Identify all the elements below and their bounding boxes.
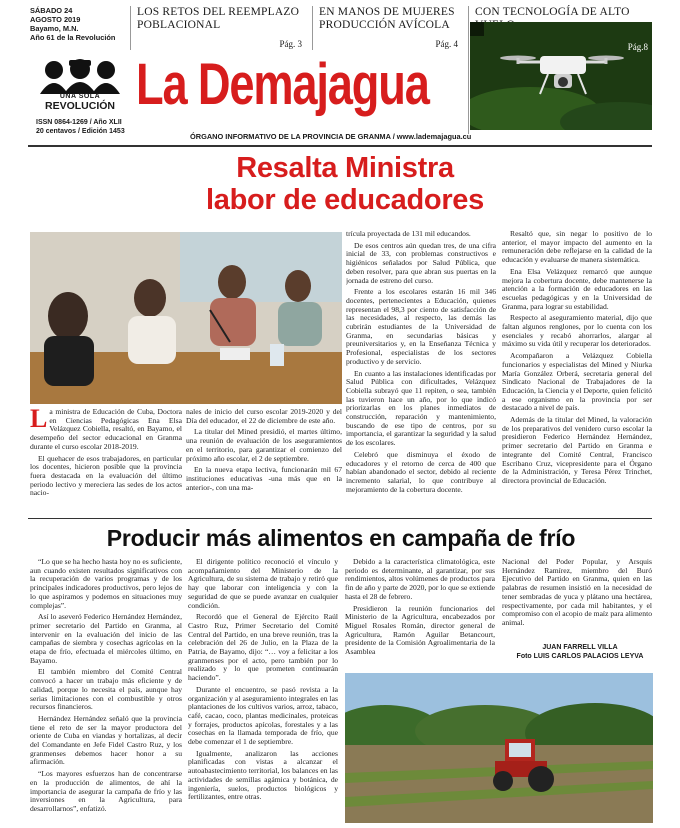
teaser-title: LOS RETOS DEL REEMPLAZO POBLACIONAL bbox=[137, 6, 300, 31]
dropcap: L bbox=[30, 408, 48, 433]
drone-photo bbox=[470, 22, 652, 130]
paragraph: Nacional del Poder Popular, y Arsquis Hernández Ramírez, miembro del Buró Ejecutivo del Partido en Granma, quien en las palabras de resumen insistió en la necesidad de tener sembradas de yuca y plátano una hectárea, respectivamente, por cada mil habitantes, y el compromiso con el acopio de maíz para alimento animal. bbox=[502, 558, 652, 627]
paragraph: Presidieron la reunión funcionarios del Ministerio de la Agricultura, encabezados por Miguel Rosales Román, director general de Agricultura, Ramón Aguilar Betancourt, presidente de la Comisión Agroalimentaria de la Asamblea bbox=[345, 603, 495, 657]
tractor-image bbox=[345, 673, 653, 823]
masthead-title: La Demajagua bbox=[136, 52, 429, 117]
article1-column1 bbox=[30, 408, 182, 514]
meeting-photo bbox=[30, 232, 342, 404]
article1-column4 bbox=[502, 230, 652, 514]
drone-image bbox=[470, 22, 652, 130]
headline-line2: labor de educadores bbox=[206, 184, 484, 216]
paragraph: Durante el encuentro, se pasó revista a la organización y al aseguramiento integrales en las plantaciones de los cultivos varios, arroz, tabaco, café, cacao, coco, plantas medicinales, proteicas y forrajes, productos apícolas, forestales y a las cosechas en la llamada temporada de frío, que debe comenzar el 1 de septiembre. bbox=[188, 684, 338, 747]
paragraph: En cuanto a las instalaciones identificadas por Salud Pública con dificultades, Velázquez Cobiella subrayó que 11 repiten, o sea, también las tuvieron hace un año, por lo que indicó priorizarlas en los planes inmediatos de construcción, reparación y mantenimiento, buscando de ese tipo de centros, por su importancia, el garantizar la seguridad y la salud de los escolares. bbox=[346, 368, 496, 448]
article2-column2 bbox=[188, 558, 338, 820]
drone-caption bbox=[470, 22, 484, 36]
paragraph: “Los mayores esfuerzos han de concentrarse en la producción de alimentos, de ahí la importancia de asegurar la campaña de frío y las inversiones en la Agricultura, para desarrollarnos”, enfatizó. bbox=[30, 769, 182, 813]
paragraph: El quehacer de esos trabajadores, en particular los docentes, hicieron posible que la provincia fuera destacada en la evaluación del último periodo lectivo y mereciera las sedes de los actos nacio- bbox=[30, 453, 182, 498]
article1-column3 bbox=[346, 230, 496, 514]
article2-column1 bbox=[30, 558, 182, 820]
teaser-avicola[interactable] bbox=[312, 6, 464, 50]
paragraph: El también miembro del Comité Central convocó a hacer un trabajo más eficiente y de calidad, porque lo necesita el país, aunque hay serias limitaciones con el combustible y otros recursos financieros. bbox=[30, 667, 182, 712]
logo-text bbox=[34, 93, 126, 112]
section-rule bbox=[28, 518, 652, 519]
paragraph bbox=[30, 408, 182, 452]
revolution-logo bbox=[34, 58, 126, 112]
article2-headline[interactable]: Producir más alimentos en campaña de frío bbox=[106, 525, 576, 551]
article2-byline bbox=[510, 644, 650, 661]
teaser-page: Pág. 4 bbox=[435, 39, 458, 49]
masthead-tagline: ÓRGANO INFORMATIVO DE LA PROVINCIA DE GRANMA / www.lademajagua.cu bbox=[190, 132, 472, 141]
paragraph: En la nueva etapa lectiva, funcionarán mil 67 instituciones educativas -una más que en la anterior-, con una ma- bbox=[186, 465, 342, 492]
paragraph: Respecto al aseguramiento material, dijo que faltan algunos renglones, por lo cuenta con los esenciales y recabó ahorrarlos, alargar al máximo su vida útil y recuperar los deteriorados. bbox=[502, 313, 652, 349]
paragraph: Acompañaron a Velázquez Cobiella funcionarios y especialistas del Mined y Niurka María González Orberá, secretaria general del Sindicato Nacional de Trabajadores de la Educación, la Ciencia y el Deporte, quien felicitó a ese organismo en la provincia por ser destacado a nivel de país. bbox=[502, 351, 652, 413]
logo-line2: REVOLUCIÓN bbox=[44, 100, 115, 112]
paragraph: trícula proyectada de 131 mil educandos. bbox=[346, 230, 471, 238]
article2-column3 bbox=[345, 558, 495, 668]
paragraph: Así lo aseveró Federico Hernández Hernández, primer secretario del Partido en Granma, al intervenir en la evaluación del inicio de las campañas de siembra y cosechas agrícolas en la etapa de frío, efectuada el miércoles último, en Bayamo. bbox=[30, 612, 182, 665]
meeting-image bbox=[30, 232, 342, 404]
paragraph: Frente a los escolares estarán 16 mil 346 docentes, pertenecientes a Educación, quienes representan el 98,3 por ciento de satisfacción de las necesidades, al respecto, las demás las cubrirán estudiantes de la Universidad de Granma, en secundarias básicas y preuniversitarios y, en la Enseñanza Técnica y Profesional, especialistas de los sectores productivo y de servicio. bbox=[346, 287, 496, 366]
logo-line1: UNA SOLA bbox=[59, 93, 101, 100]
date-box bbox=[30, 6, 126, 42]
issn-line1: ISSN 0864-1269 / Año XLII bbox=[36, 119, 122, 126]
tractor-photo bbox=[345, 673, 653, 823]
issn-line2: 20 centavos / Edición 1453 bbox=[36, 128, 125, 135]
date-line-month: AGOSTO 2019 bbox=[30, 15, 81, 24]
issn-box bbox=[36, 118, 125, 136]
teaser-reemplazo[interactable] bbox=[130, 6, 308, 50]
paragraph: La titular del Mined presidió, el martes último, una reunión de evaluación de los aseguramientos en el territorio, para garantizar el comienzo del próximo año escolar, el 2 de septiembre. bbox=[186, 427, 342, 463]
byline-photo-credit: Foto LUIS CARLOS PALACIOS LEYVA bbox=[516, 652, 644, 660]
paragraph: Hernández Hernández señaló que la provincia tiene el reto de ser la mayor productora del oriente de Cuba en viandas y hortalizas, al decir del Comandante en Jefe Fidel Castro Ruz, y los granmenses debemos hacer honor a su afirmación. bbox=[30, 713, 182, 767]
paragraph: Debido a la característica climatológica, este periodo es determinante, al garantizar, por sus rendimientos, altos volúmenes de productos para fin de año y parte de 2020, por lo que se extiende hasta el 28 de febrero. bbox=[345, 558, 495, 601]
date-line-city: Bayamo, M.N. bbox=[30, 24, 79, 33]
date-line-day: SÁBADO 24 bbox=[30, 6, 73, 15]
byline-author: JUAN FARRELL VILLA bbox=[542, 644, 618, 651]
paragraph: nales de inicio del curso escolar 2019-2020 y del Día del educador, el 22 de diciembre de este año. bbox=[186, 408, 342, 425]
article1-headline[interactable] bbox=[180, 152, 510, 216]
article1-column2 bbox=[186, 408, 342, 514]
paragraph: El dirigente político reconoció el vínculo y acompañamiento del Ministerio de la Agricultura, de su sistema de trabajo y retiró que hay que laborar con inteligencia y con la seguridad de que se puede avanzar en cualquier condición. bbox=[188, 558, 338, 610]
paragraph: Además de la titular del Mined, la valoración de los preparativos del venidero curso escolar la presidieron Federico Hernández Hernández, primer secretario del Partido en Granma e integrante del Comité Central, Francisco Escribano Cruz, vicepresidente para el Órgano de la Administración, y Teresa Pérez Trinchet, directora provincial de Educación. bbox=[502, 415, 652, 485]
masthead-rule bbox=[28, 145, 652, 147]
paragraph: Resaltó que, sin negar lo positivo de lo anterior, el mayor impacto del aumento en la remuneración debe reflejarse en la calidad de la educación y evaluarse de manera sistemática. bbox=[502, 230, 652, 265]
teaser-title-text: CON TECNOLOGÍA DE ALTO bbox=[475, 6, 630, 18]
paragraph: Igualmente, analizaron las acciones planificadas con vistas a alcanzar el autoabastecimiento territorial, los balances en las actividades de semillas agámica y botánica, de ingeniería, suelos, productos biológicos y fertilizantes, entre otras. bbox=[188, 748, 338, 802]
paragraph-text: a ministra de Educación de Cuba, Doctora en Ciencias Pedagógicas Ena Elsa Velázquez Cobiella, resaltó, en Bayamo, el desempeño del sector educacional en Granma durante el curso escolar 2018-2019. bbox=[30, 408, 182, 451]
paragraph: “Lo que se ha hecho hasta hoy no es suficiente, aun cuando existen resultados significativos con la recuperación de varios programas y de los principales indicadores productivos, pero lejos de lo que aspiramos y podemos en situaciones muy complejas”. bbox=[30, 558, 182, 610]
date-line-year: Año 61 de la Revolución bbox=[30, 33, 116, 42]
teaser-title: EN MANOS DE MUJERES PRODUCCIÓN AVÍCOLA bbox=[319, 6, 455, 31]
paragraph: De esos centros aún quedan tres, de una cifra inicial de 33, con problemas constructivos e higiénicos señalados por Salud Pública, que deben resolver, para que abran sus puertas en la jornada de estreno del curso. bbox=[346, 240, 496, 285]
headline-line1: Resalta Ministra bbox=[236, 152, 454, 184]
teaser-page: Pág. 3 bbox=[279, 39, 302, 49]
paragraph: Recordó que el General de Ejército Raúl Castro Ruz, Primer Secretario del Comité Central del Partido, en una breve reunión, tras la celebración del 26 de Julio, en la Plaza de la Patria, de Bayamo, dijo: “… voy a felicitar a los granmenses por el acto, pero también por lo realizado y lo que prometen continuarán haciendo”. bbox=[188, 612, 338, 683]
paragraph: Celebró que disminuya el éxodo de educadores y el retorno de cerca de 400 que habían abandonado el sector, debido al reciente incremento salarial, lo que contribuye al mejoramiento de la cobertura docente. bbox=[346, 449, 496, 494]
silhouettes-icon bbox=[34, 58, 126, 94]
teaser-page: Pág.8 bbox=[627, 42, 648, 52]
paragraph: Ena Elsa Velázquez remarcó que aunque mejora la cobertura docente, debe mantenerse la atención a la formación de educadores en las escuelas pedagógicas y en la Universidad de Granma, para lograr su estabilidad. bbox=[502, 266, 652, 311]
